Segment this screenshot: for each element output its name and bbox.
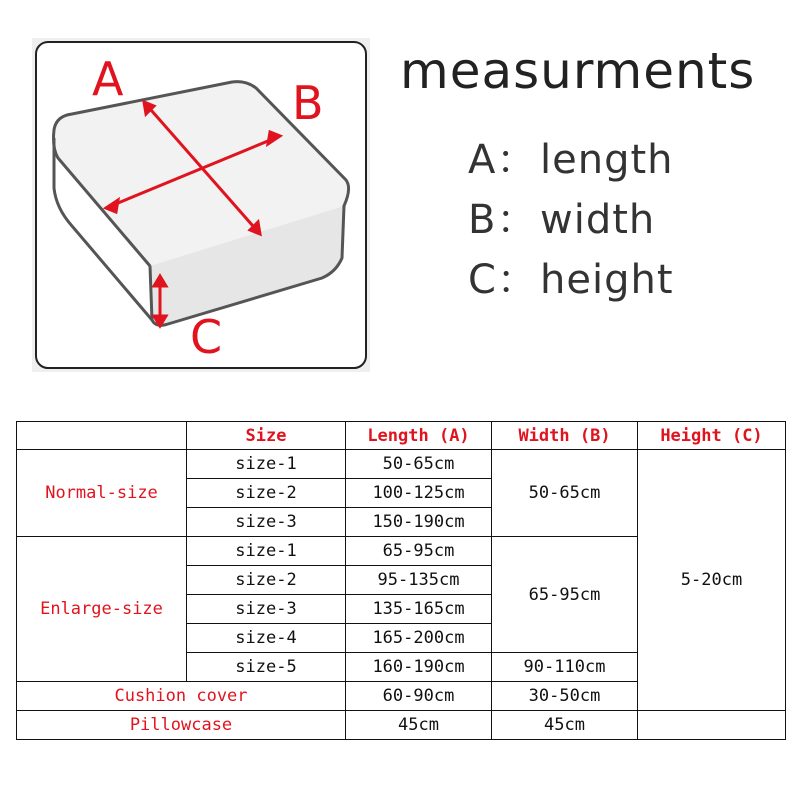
enlarge-width-cell: 65-95cm (492, 537, 638, 653)
table-row (17, 711, 786, 740)
legend-key: C： (468, 257, 538, 303)
size-table (16, 421, 786, 740)
length-cell: 135-165cm (346, 595, 492, 624)
header-width: Width (B) (492, 422, 638, 450)
legend-value: length (540, 137, 674, 183)
size-cell: size-2 (187, 479, 346, 508)
normal-size-label: Normal-size (17, 450, 187, 537)
diagram-label-c: C (190, 310, 223, 364)
size-cell: size-3 (187, 595, 346, 624)
width-cell: 30-50cm (492, 682, 638, 711)
table-header-row (17, 422, 786, 450)
length-cell: 60-90cm (346, 682, 492, 711)
legend-key: A： (468, 137, 538, 183)
legend-value: width (540, 197, 656, 243)
length-cell: 95-135cm (346, 566, 492, 595)
diagram-label-b: B (292, 76, 324, 130)
legend-key: B： (468, 197, 538, 243)
length-cell: 45cm (346, 711, 492, 740)
measurements-heading: measurments (400, 42, 756, 100)
table-row (17, 450, 786, 479)
length-cell: 50-65cm (346, 450, 492, 479)
length-cell: 160-190cm (346, 653, 492, 682)
size-cell: size-4 (187, 624, 346, 653)
size-cell: size-3 (187, 508, 346, 537)
length-cell: 65-95cm (346, 537, 492, 566)
legend-width (468, 188, 655, 245)
size-cell: size-1 (187, 537, 346, 566)
size-cell: size-5 (187, 653, 346, 682)
pillowcase-label: Pillowcase (17, 711, 346, 740)
width-cell: 90-110cm (492, 653, 638, 682)
cushion-cover-label: Cushion cover (17, 682, 346, 711)
header-length: Length (A) (346, 422, 492, 450)
header-size: Size (187, 422, 346, 450)
header-empty (17, 422, 187, 450)
length-cell: 100-125cm (346, 479, 492, 508)
cushion-diagram (32, 38, 370, 372)
length-cell: 150-190cm (346, 508, 492, 537)
size-cell: size-1 (187, 450, 346, 479)
legend-value: height (540, 257, 674, 303)
normal-width-cell: 50-65cm (492, 450, 638, 537)
length-cell: 165-200cm (346, 624, 492, 653)
header-height: Height (C) (638, 422, 786, 450)
diagram-label-a: A (92, 52, 124, 106)
legend-height (468, 248, 674, 305)
width-cell: 45cm (492, 711, 638, 740)
height-empty-cell (638, 711, 786, 740)
size-cell: size-2 (187, 566, 346, 595)
height-cell: 5-20cm (638, 450, 786, 711)
enlarge-size-label: Enlarge-size (17, 537, 187, 682)
legend-length (468, 128, 674, 185)
